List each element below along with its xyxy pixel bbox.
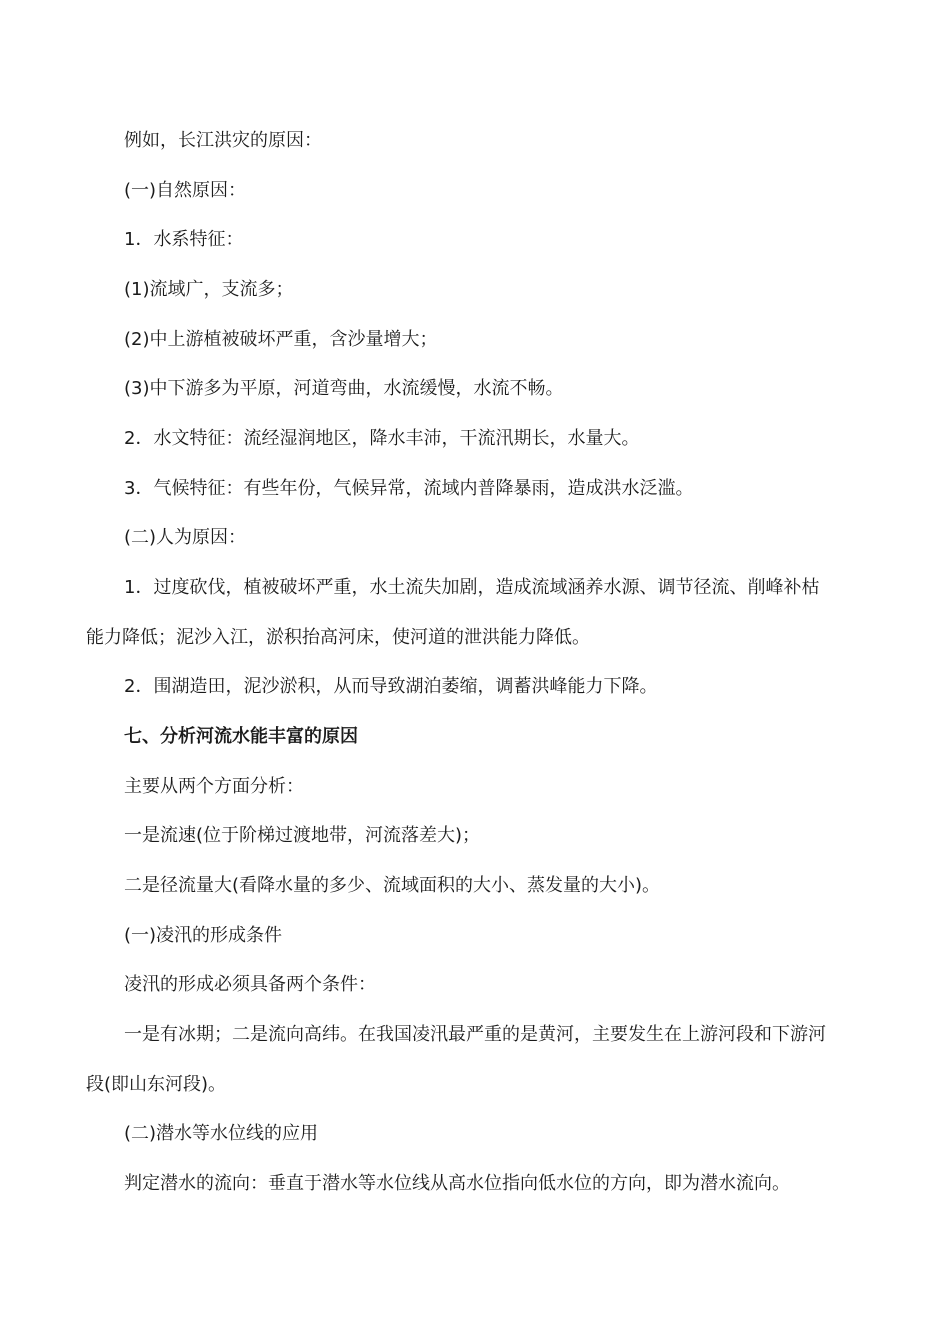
heading-human-causes: (二)人为原因： xyxy=(124,527,247,548)
paragraph-ice-flood-conditions: 凌汛的形成必须具备两个条件： xyxy=(124,974,376,995)
paragraph-intro: 例如，长江洪灾的原因： xyxy=(124,130,322,151)
item-hydrology: 2．水文特征：流经湿润地区，降水丰沛，干流汛期长，水量大。 xyxy=(124,428,640,449)
item-climate: 3．气候特征：有些年份，气候异常，流域内普降暴雨，造成洪水泛滥。 xyxy=(124,478,694,499)
section-heading-hydropower: 七、分析河流水能丰富的原因 xyxy=(124,726,358,747)
item-deforestation: 1．过度砍伐，植被破坏严重，水土流失加剧，造成流域涵养水源、调节径流、削峰补枯 xyxy=(124,577,820,598)
item-deforestation-continued: 能力降低；泥沙入江，淤积抬高河床，使河道的泄洪能力降低。 xyxy=(86,627,590,648)
subitem-1: (1)流域广，支流多； xyxy=(124,279,294,300)
paragraph-ice-period: 一是有冰期；二是流向高纬。在我国凌汛最严重的是黄河，主要发生在上游河段和下游河 xyxy=(124,1024,826,1045)
subitem-2: (2)中上游植被破坏严重，含沙量增大； xyxy=(124,329,438,350)
item-lake-reclamation: 2．围湖造田，泥沙淤积，从而导致湖泊萎缩，调蓄洪峰能力下降。 xyxy=(124,676,658,697)
paragraph-ice-period-continued: 段(即山东河段)。 xyxy=(86,1074,227,1095)
paragraph-two-aspects: 主要从两个方面分析： xyxy=(124,776,304,797)
paragraph-phreatic-direction: 判定潜水的流向：垂直于潜水等水位线从高水位指向低水位的方向，即为潜水流向。 xyxy=(124,1173,790,1194)
paragraph-runoff: 二是径流量大(看降水量的多少、流域面积的大小、蒸发量的大小)。 xyxy=(124,875,661,896)
heading-ice-flood: (一)凌汛的形成条件 xyxy=(124,925,283,946)
item-water-system: 1．水系特征： xyxy=(124,229,244,250)
heading-phreatic-contour: (二)潜水等水位线的应用 xyxy=(124,1123,319,1144)
subitem-3: (3)中下游多为平原，河道弯曲，水流缓慢，水流不畅。 xyxy=(124,378,564,399)
heading-natural-causes: (一)自然原因： xyxy=(124,180,247,201)
paragraph-flow-speed: 一是流速(位于阶梯过渡地带，河流落差大)； xyxy=(124,825,481,846)
